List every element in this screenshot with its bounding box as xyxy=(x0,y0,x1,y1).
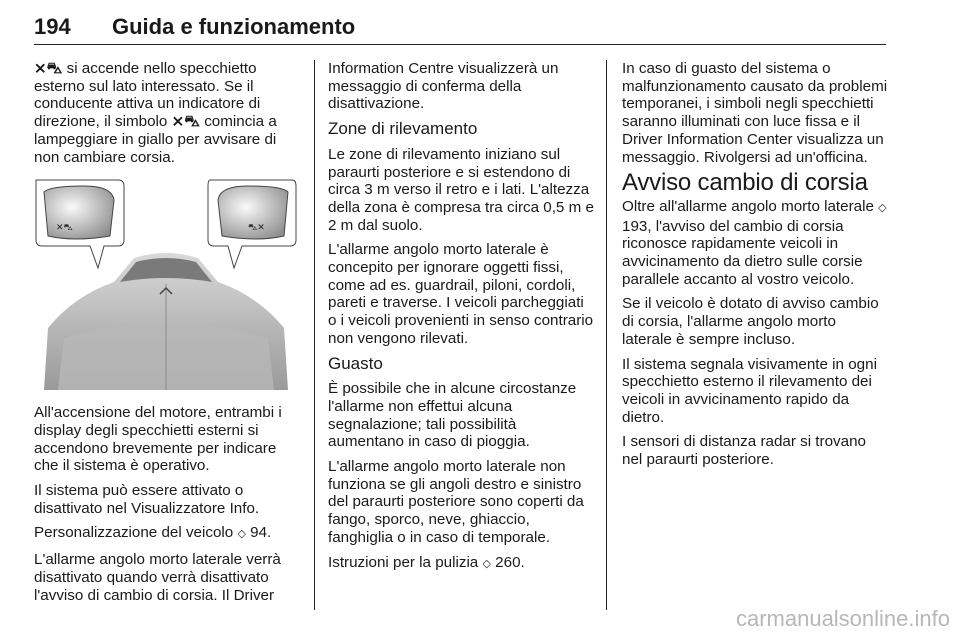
svg-text:✕⛍: ✕⛍ xyxy=(56,223,73,234)
paragraph-included: Se il veicolo è dotato di avviso cambio di corsia, l'allarme angolo morto laterale è sempre incluso. xyxy=(622,295,879,348)
page-reference-link[interactable]: 94. xyxy=(245,524,272,542)
heading-detection-zones: Zone di rilevamento xyxy=(328,119,478,139)
reference-arrow-icon: ◇ xyxy=(878,201,887,214)
paragraph-zones: Le zone di rilevamento iniziano sul paraurti posteriore e si estendono di circa 3 m verso il retro e i lati. L'altezza della zona è compresa tra circa 0,5 m e 2 m dal suolo. xyxy=(328,145,594,234)
header-divider xyxy=(34,44,886,45)
heading-fault: Guasto xyxy=(328,353,383,373)
car-mirrors-image xyxy=(34,178,298,390)
paragraph-lane-change-intro: Oltre all'allarme angolo morto laterale ◇ 193, l'avviso del cambio di corsia riconosce rapidamente veicoli in avvicinamento da dietro sulle corsie parallele accanto al vostro veicolo. xyxy=(622,197,887,288)
paragraph-text: si accende nello specchietto esterno sul lato interessato. Se il conducente attiva un indicatore di direzione, il simbolo xyxy=(34,60,261,131)
column-divider-2 xyxy=(606,60,607,610)
page-header xyxy=(34,14,926,46)
paragraph-visual-signal: Il sistema segnala visivamente in ogni specchietto esterno il rilevamento dei veicoli in avvicinamento rapido da dietro. xyxy=(622,355,877,426)
paragraph-activation: Il sistema può essere attivato o disattivato nel Visualizzatore Info. xyxy=(34,482,260,517)
column-3 xyxy=(622,60,888,476)
column-2 xyxy=(328,60,594,580)
paragraph-deactivation: L'allarme angolo morto laterale verrà disattivato quando verrà disattivato l'avviso di cambio di corsia. Il Driver xyxy=(34,551,281,604)
paragraph-startup: All'accensione del motore, entrambi i display degli specchietti esterni si accendono brevemente per indicare che il sistema è operativo. xyxy=(34,404,282,475)
svg-text:⛍✕: ⛍✕ xyxy=(248,223,265,234)
page-title: Guida e funzionamento xyxy=(112,14,356,39)
page-reference-link[interactable]: 193, l'avviso del cambio di corsia riconosce rapidamente veicoli in avvicinamento da dietro sulle corsie parallele accanto al vostro veicolo. xyxy=(622,217,863,288)
column-divider-1 xyxy=(314,60,315,610)
blind-spot-icon: ⨯⛍ xyxy=(171,113,200,131)
paragraph-rain: È possibile che in alcune circostanze l'allarme non effettui alcuna segnalazione; tali possibilità aumentano in caso di pioggia. xyxy=(328,380,577,451)
heading-lane-change-warning: Avviso cambio di corsia xyxy=(622,169,868,197)
watermark: carmanualsonline.info xyxy=(735,606,950,631)
paragraph-text: comincia a lampeggiare in giallo per avvisare di non cambiare corsia. xyxy=(34,113,277,166)
page-number: 194 xyxy=(34,14,71,39)
paragraph-cleaning: Istruzioni per la pulizia ◇ 260. xyxy=(328,553,525,571)
paragraph-ignored-objects: L'allarme angolo morto laterale è concepito per ignorare oggetti fissi, come ad es. guardrail, piloni, cordoli, pareti e traverse. I veicoli parcheggiati o i veicoli provenienti in senso contrario non vengono rilevati. xyxy=(328,241,594,347)
blind-spot-icon: ⨯⛍ xyxy=(34,60,63,77)
paragraph-personalization: Personalizzazione del veicolo ◇ 94. xyxy=(34,524,272,542)
column-1 xyxy=(34,60,298,611)
paragraph-dirt: L'allarme angolo morto laterale non funziona se gli angoli destro e sinistro del paraurti posteriore sono coperti da fango, sporco, neve, ghiaccio, fanghiglia o in caso di temporale. xyxy=(328,458,584,546)
paragraph-continuation: Information Centre visualizzerà un messaggio di conferma della disattivazione. xyxy=(328,60,559,113)
mirror-illustration xyxy=(34,178,298,390)
reference-arrow-icon: ◇ xyxy=(482,557,491,570)
paragraph-radar-sensors: I sensori di distanza radar si trovano nel paraurti posteriore. xyxy=(622,433,866,469)
paragraph-malfunction: In caso di guasto del sistema o malfunzionamento causato da problemi temporanei, i simboli negli specchietti saranno illuminati con luce fissa e il Driver Information Center visualizza un messaggio. Rivolgersi ad un'officina. xyxy=(622,60,888,166)
page-reference-link[interactable]: 260. xyxy=(490,553,525,571)
reference-arrow-icon: ◇ xyxy=(237,528,246,541)
paragraph-mirror-symbol xyxy=(34,60,298,166)
